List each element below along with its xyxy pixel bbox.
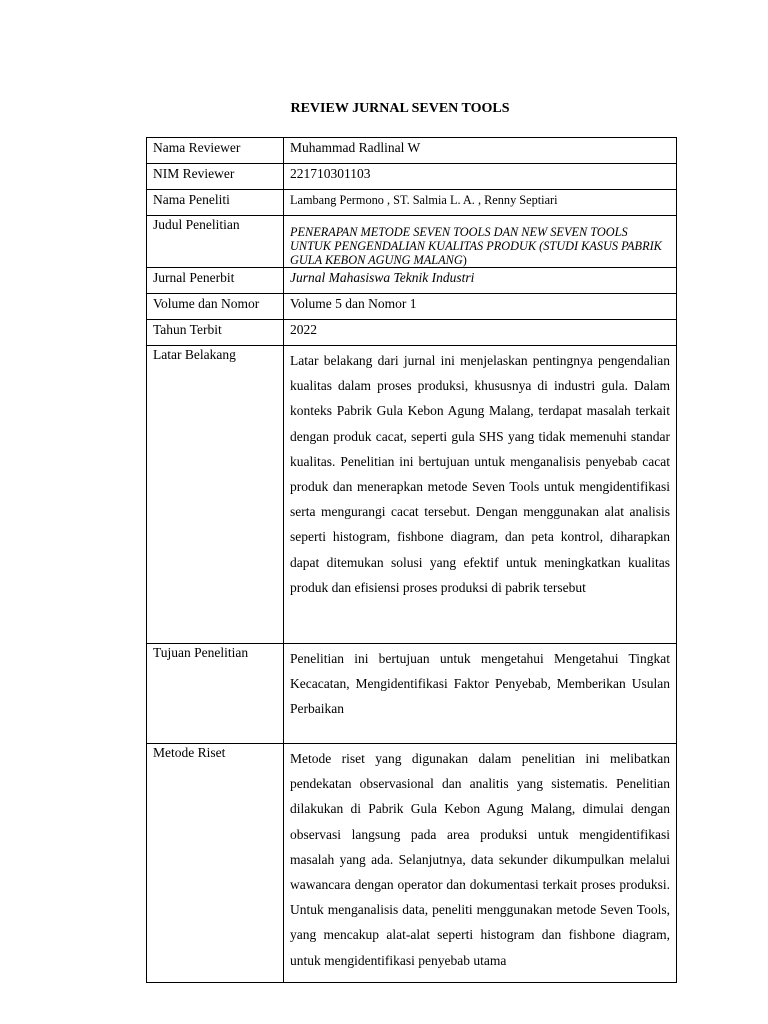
table-row <box>147 644 677 744</box>
reviewer-nim-value: 221710301103 <box>284 164 677 190</box>
table-row <box>147 190 677 216</box>
reviewer-name-value: Muhammad Radlinal W <box>284 138 677 164</box>
table-row <box>147 294 677 320</box>
review-table <box>146 137 677 983</box>
row-label: Tahun Terbit <box>147 320 284 346</box>
research-title-suffix: ) <box>462 253 467 267</box>
row-label: Metode Riset <box>147 744 284 983</box>
row-label: Nama Reviewer <box>147 138 284 164</box>
table-row <box>147 164 677 190</box>
research-title-value <box>284 216 677 268</box>
research-objective-value: Penelitian ini bertujuan untuk mengetahui Mengetahui Tingkat Kecacatan, Mengidentifikasi Faktor Penyebab, Memberikan Usulan Perbaikan <box>284 644 677 744</box>
research-title-text: PENERAPAN METODE SEVEN TOOLS DAN NEW SEVEN TOOLS UNTUK PENGENDALIAN KUALITAS PRODUK (STUDI KASUS PABRIK GULA KEBON AGUNG MALANG <box>290 225 662 267</box>
row-label: Nama Peneliti <box>147 190 284 216</box>
row-label: Latar Belakang <box>147 346 284 644</box>
background-value: Latar belakang dari jurnal ini menjelaskan pentingnya pengendalian kualitas dalam proses produksi, khususnya di industri gula. Dalam konteks Pabrik Gula Kebon Agung Malang, terdapat masalah terkait dengan produk cacat, seperti gula SHS yang tidak memenuhi standar kualitas. Penelitian ini bertujuan untuk menganalisis penyebab cacat produk dan menerapkan metode Seven Tools untuk mengidentifikasi serta mengurangi cacat tersebut. Dengan menggunakan alat analisis seperti histogram, fishbone diagram, dan peta kontrol, diharapkan dapat ditemukan solusi yang efektif untuk meningkatkan kualitas produk dan efisiensi proses produksi di pabrik tersebut <box>284 346 677 644</box>
table-row <box>147 268 677 294</box>
row-label: Jurnal Penerbit <box>147 268 284 294</box>
research-method-value: Metode riset yang digunakan dalam penelitian ini melibatkan pendekatan observasional dan analitis yang sistematis. Penelitian dilakukan di Pabrik Gula Kebon Agung Malang, dimulai dengan observasi langsung pada area produksi untuk mengidentifikasi masalah yang ada. Selanjutnya, data sekunder dikumpulkan melalui wawancara dengan operator dan dokumentasi terkait proses produksi. Untuk menganalisis data, peneliti menggunakan metode Seven Tools, yang mencakup alat-alat seperti histogram dan fishbone diagram, untuk mengidentifikasi penyebab utama <box>290 751 670 968</box>
researchers-value: Lambang Permono , ST. Salmia L. A. , Renny Septiari <box>284 190 677 216</box>
publication-year-value: 2022 <box>284 320 677 346</box>
table-row <box>147 320 677 346</box>
table-row <box>147 744 677 983</box>
volume-number-value: Volume 5 dan Nomor 1 <box>284 294 677 320</box>
table-row <box>147 138 677 164</box>
row-label: Judul Penelitian <box>147 216 284 268</box>
table-row <box>147 216 677 268</box>
document-title: REVIEW JURNAL SEVEN TOOLS <box>290 101 510 116</box>
row-label: Tujuan Penelitian <box>147 644 284 744</box>
row-label: NIM Reviewer <box>147 164 284 190</box>
table-row <box>147 346 677 644</box>
row-label: Volume dan Nomor <box>147 294 284 320</box>
research-method-cell <box>284 744 677 983</box>
journal-publisher-value: Jurnal Mahasiswa Teknik Industri <box>284 268 677 294</box>
